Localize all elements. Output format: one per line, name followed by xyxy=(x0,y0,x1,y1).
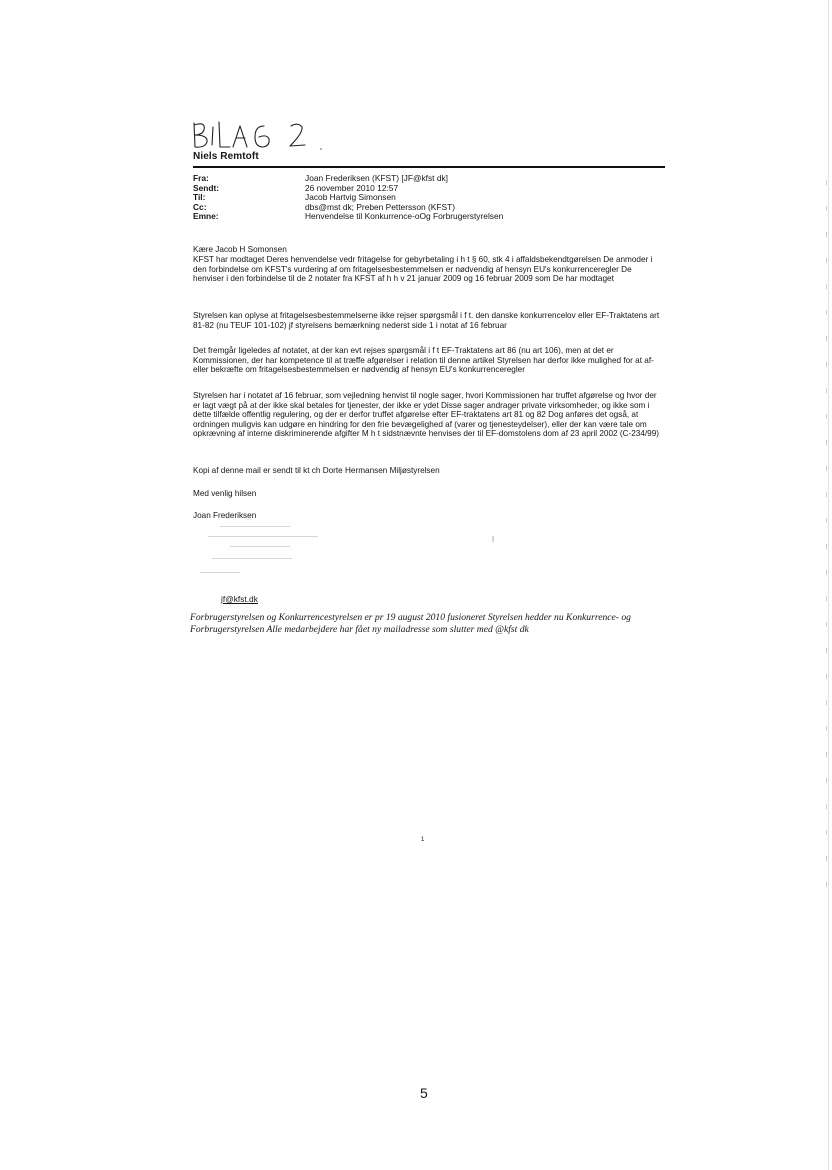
header-label: Til: xyxy=(193,192,206,203)
header-row-subject xyxy=(193,212,663,222)
body-paragraph-5: Kopi af denne mail er sendt til kt ch Dorte Hermansen Miljøstyrelsen xyxy=(193,466,440,475)
email-link[interactable]: jf@kfst.dk xyxy=(221,594,258,604)
handwritten-annotation xyxy=(190,117,330,153)
header-row-from xyxy=(193,174,663,184)
header-label: Cc: xyxy=(193,201,207,212)
handwritten-bilag-2-graphic xyxy=(190,117,330,153)
header-value-from: Joan Frederiksen (KFST) [JF@kfst dk] xyxy=(305,173,449,183)
header-value-sent: 26 november 2010 12:57 xyxy=(305,182,399,193)
faded-signature-block xyxy=(200,524,500,588)
greeting: Kære Jacob H Somonsen xyxy=(193,245,287,254)
body-paragraph-2: Styrelsen kan oplyse at fritagelsesbestemmelserne ikke rejser spørgsmål i f t. den danske konkurrencelov eller EF-Traktatens art 81-82 (nu TEUF 101-102) jf styrelsens bemærkning nederst side 1 i notat af 16 februar xyxy=(193,311,660,330)
footer-note: Forbrugerstyrelsen og Konkurrencestyrelsen er pr 19 august 2010 fusioneret Styrelsen hedder nu Konkurrence- og Forbrugerstyrelsen Alle medarbejdere har fået ny mailadresse som slutter med @kfst dk xyxy=(190,612,631,635)
header-row-sent xyxy=(193,184,663,194)
header-divider xyxy=(193,166,665,168)
header-value-cc: dbs@mst dk; Preben Pettersson (KFST) xyxy=(305,201,455,212)
signature-name: Joan Frederiksen xyxy=(193,511,257,520)
closing: Med venlig hilsen xyxy=(193,489,257,498)
sender-name: Niels Remtoft xyxy=(193,151,259,162)
header-label: Fra: xyxy=(193,173,209,183)
header-value-subject: Henvendelse til Konkurrence-oOg Forbrugerstyrelsen xyxy=(305,211,504,222)
email-header-fields xyxy=(193,174,663,222)
small-page-mark: 1 xyxy=(421,837,425,843)
header-label: Emne: xyxy=(193,211,219,222)
page-number: 5 xyxy=(420,1085,428,1101)
body-paragraph-1: KFST har modtaget Deres henvendelse vedr fritagelse for gebyrbetaling i h t § 60, stk 4 i affaldsbekendtgørelsen De anmoder i den forbindelse om KFST's vurdering af om fritagelsesbestemmelsen er nødvendig af hensyn EU's konkurrenceregler De henviser i den forbindelse til de 2 notater fra KFST af h h v 21 januar 2009 og 16 februar 2009 som De har modtaget xyxy=(193,255,653,284)
scan-edge-line xyxy=(828,0,829,1170)
body-paragraph-3: Det fremgår ligeledes af notatet, at der kan evt rejses spørgsmål i f t EF-Traktatens art 86 (nu art 106), men at det er Kommissionen, der har kompetence til at træffe afgørelser i relation til denne artikel Styrelsen har derfor ikke mulighed for at af- eller bekræfte om fritagelsesbestemmelsen er nødvendig af hensyn EU's konkurrenceregler xyxy=(193,346,654,375)
header-label: Sendt: xyxy=(193,182,220,193)
body-paragraph-4: Styrelsen har i notatet af 16 februar, som vejledning henvist til nogle sager, hvori Kommissionen har truffet afgørelse og hvor der er lagt vægt på at der ikke skal betales for tjenester, der ikke er ydet Disse sager andrager private virksomheder, og ikke som i dette tilfælde offentlig regulering, og der er derfor truffet afgørelse efter EF-traktatens art 81 og 82 Dog anføres det også, at ordningen muligvis kan udgøre en hindring for den frie bevægelighed af (varer og tjenesteydelser), eller der kan være tale om opkrævning af interne diskriminerende afgifter M h t sidstnævnte henvises der til EF-domstolens dom af 23 april 2002 (C-234/99) xyxy=(193,391,660,439)
header-value-to: Jacob Hartvig Simonsen xyxy=(305,192,396,203)
scan-specks xyxy=(826,180,827,900)
